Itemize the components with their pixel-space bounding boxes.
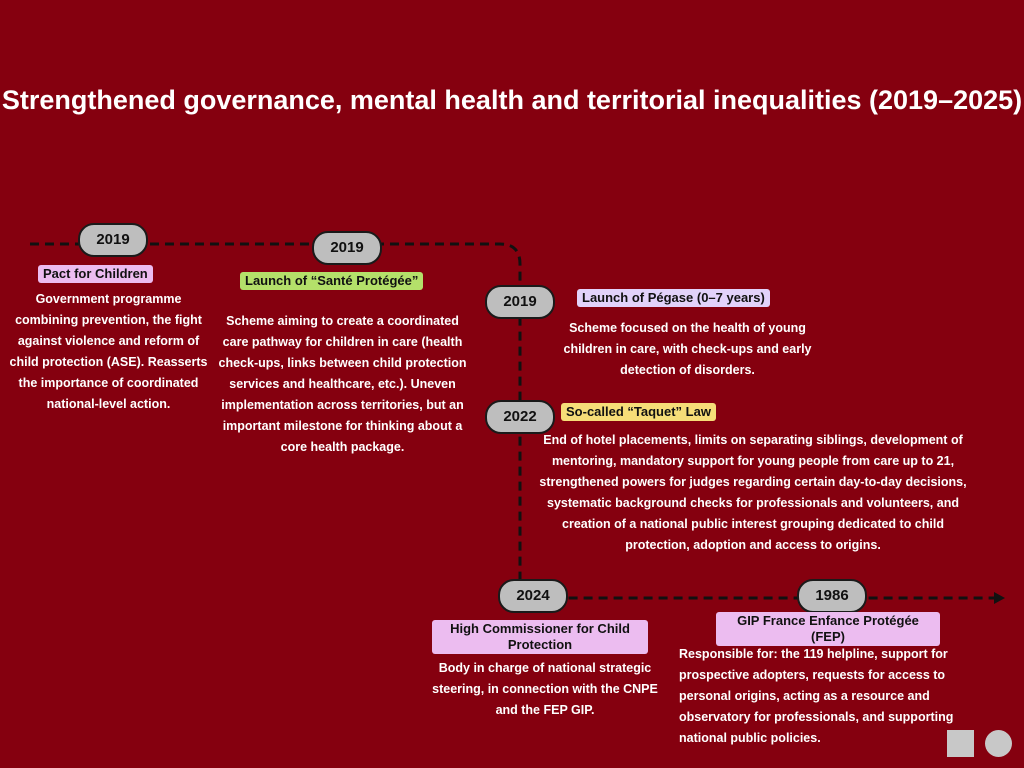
event-label-4: So-called “Taquet” Law	[561, 403, 716, 421]
stop-button[interactable]	[947, 730, 974, 757]
event-description-6: Responsible for: the 119 helpline, support for prospective adopters, requests for access to personal origins, acting as a resource and observatory for professionals, and supporting national public policies.	[679, 647, 954, 745]
year-badge-3: 2019	[485, 285, 555, 319]
arrow-head-icon	[994, 592, 1005, 604]
event-description-3: Scheme focused on the health of young children in care, with check-ups and early detection of disorders.	[563, 321, 812, 377]
event-description-4: End of hotel placements, limits on separating siblings, development of mentoring, mandatory support for young people from care up to 21, strengthened powers for judges regarding certain day-to-day decisions, systematic background checks for professionals and volunteers, and creation of a national public interest grouping dedicated to child protection, adoption and access to origins.	[539, 433, 967, 552]
record-button[interactable]	[985, 730, 1012, 757]
year-badge-6: 1986	[797, 579, 867, 613]
event-description-1: Government programme combining prevention, the fight against violence and reform of child protection (ASE). Reasserts the importance of coordinated national-level action.	[9, 292, 208, 411]
year-badge-1: 2019	[78, 223, 148, 257]
event-label-1: Pact for Children	[38, 265, 153, 283]
event-description-5: Body in charge of national strategic steering, in connection with the CNPE and the FEP GIP.	[432, 661, 658, 717]
event-label-5: High Commissioner for Child Protection	[432, 620, 648, 654]
event-label-2: Launch of “Santé Protégée”	[240, 272, 423, 290]
year-badge-2: 2019	[312, 231, 382, 265]
year-badge-5: 2024	[498, 579, 568, 613]
event-description-2: Scheme aiming to create a coordinated care pathway for children in care (health check-ups, links between child protection services and healthcare, etc.). Uneven implementation across territories, but an important milestone for thinking about a core health package.	[218, 314, 467, 454]
year-badge-4: 2022	[485, 400, 555, 434]
event-label-6: GIP France Enfance Protégée (FEP)	[716, 612, 940, 646]
event-label-3: Launch of Pégase (0–7 years)	[577, 289, 770, 307]
page-title: Strengthened governance, mental health and territorial inequalities (2019–2025)	[1, 85, 1023, 115]
